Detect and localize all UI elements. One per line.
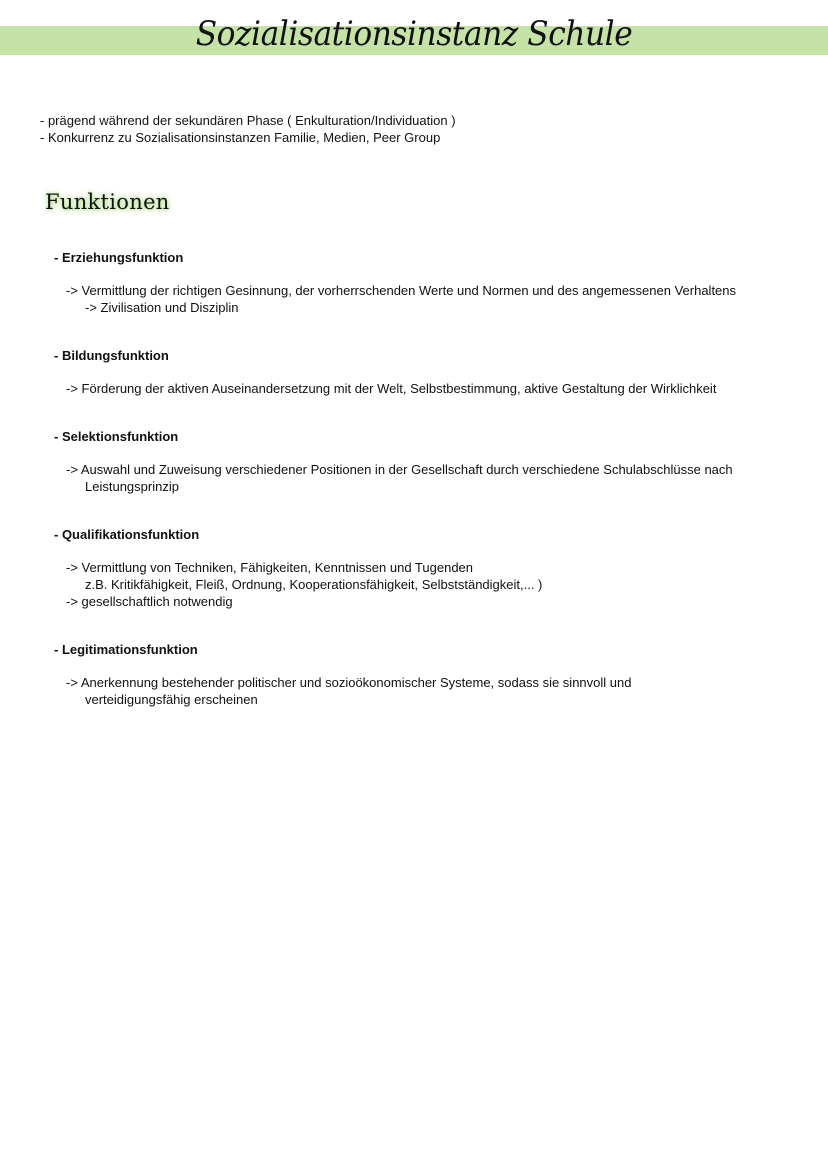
function-title: - Selektionsfunktion	[54, 429, 179, 444]
function-block-legitimation	[54, 641, 631, 708]
function-block-selektion	[54, 428, 733, 495]
function-body	[66, 461, 733, 495]
function-line: -> gesellschaftlich notwendig	[66, 594, 233, 609]
function-line: verteidigungsfähig erscheinen	[85, 692, 258, 707]
section-heading: Funktionen	[45, 190, 170, 214]
function-line: Leistungsprinzip	[85, 479, 179, 494]
function-body	[66, 282, 736, 316]
function-line: -> Förderung der aktiven Auseinandersetzung mit der Welt, Selbstbestimmung, aktive Gestaltung der Wirklichkeit	[66, 381, 717, 396]
function-title: - Qualifikationsfunktion	[54, 527, 200, 542]
function-title: - Erziehungsfunktion	[54, 250, 184, 265]
function-line: z.B. Kritikfähigkeit, Fleiß, Ordnung, Kooperationsfähigkeit, Selbstständigkeit,... )	[85, 577, 543, 592]
function-line: -> Zivilisation und Disziplin	[85, 300, 239, 315]
function-body	[66, 559, 542, 610]
function-title: - Bildungsfunktion	[54, 348, 169, 363]
intro-line: - prägend während der sekundären Phase ( Enkulturation/Individuation )	[40, 113, 456, 128]
function-block-erziehung	[54, 249, 736, 316]
function-block-bildung	[54, 347, 716, 397]
function-line: -> Vermittlung der richtigen Gesinnung, der vorherrschenden Werte und Normen und des angemessenen Verhaltens	[66, 283, 737, 298]
function-body	[66, 380, 716, 397]
intro-list	[40, 112, 456, 146]
function-block-qualifikation	[54, 526, 542, 610]
function-body	[66, 674, 631, 708]
intro-line: - Konkurrenz zu Sozialisationsinstanzen Familie, Medien, Peer Group	[40, 130, 441, 145]
function-line: -> Auswahl und Zuweisung verschiedener Positionen in der Gesellschaft durch verschiedene Schulabschlüsse nach	[66, 462, 733, 477]
page-title: Sozialisationsinstanz Schule	[195, 14, 633, 54]
function-title: - Legitimationsfunktion	[54, 642, 198, 657]
function-line: -> Vermittlung von Techniken, Fähigkeiten, Kenntnissen und Tugenden	[66, 560, 474, 575]
function-line: -> Anerkennung bestehender politischer und sozioökonomischer Systeme, sodass sie sinnvoll und	[66, 675, 632, 690]
